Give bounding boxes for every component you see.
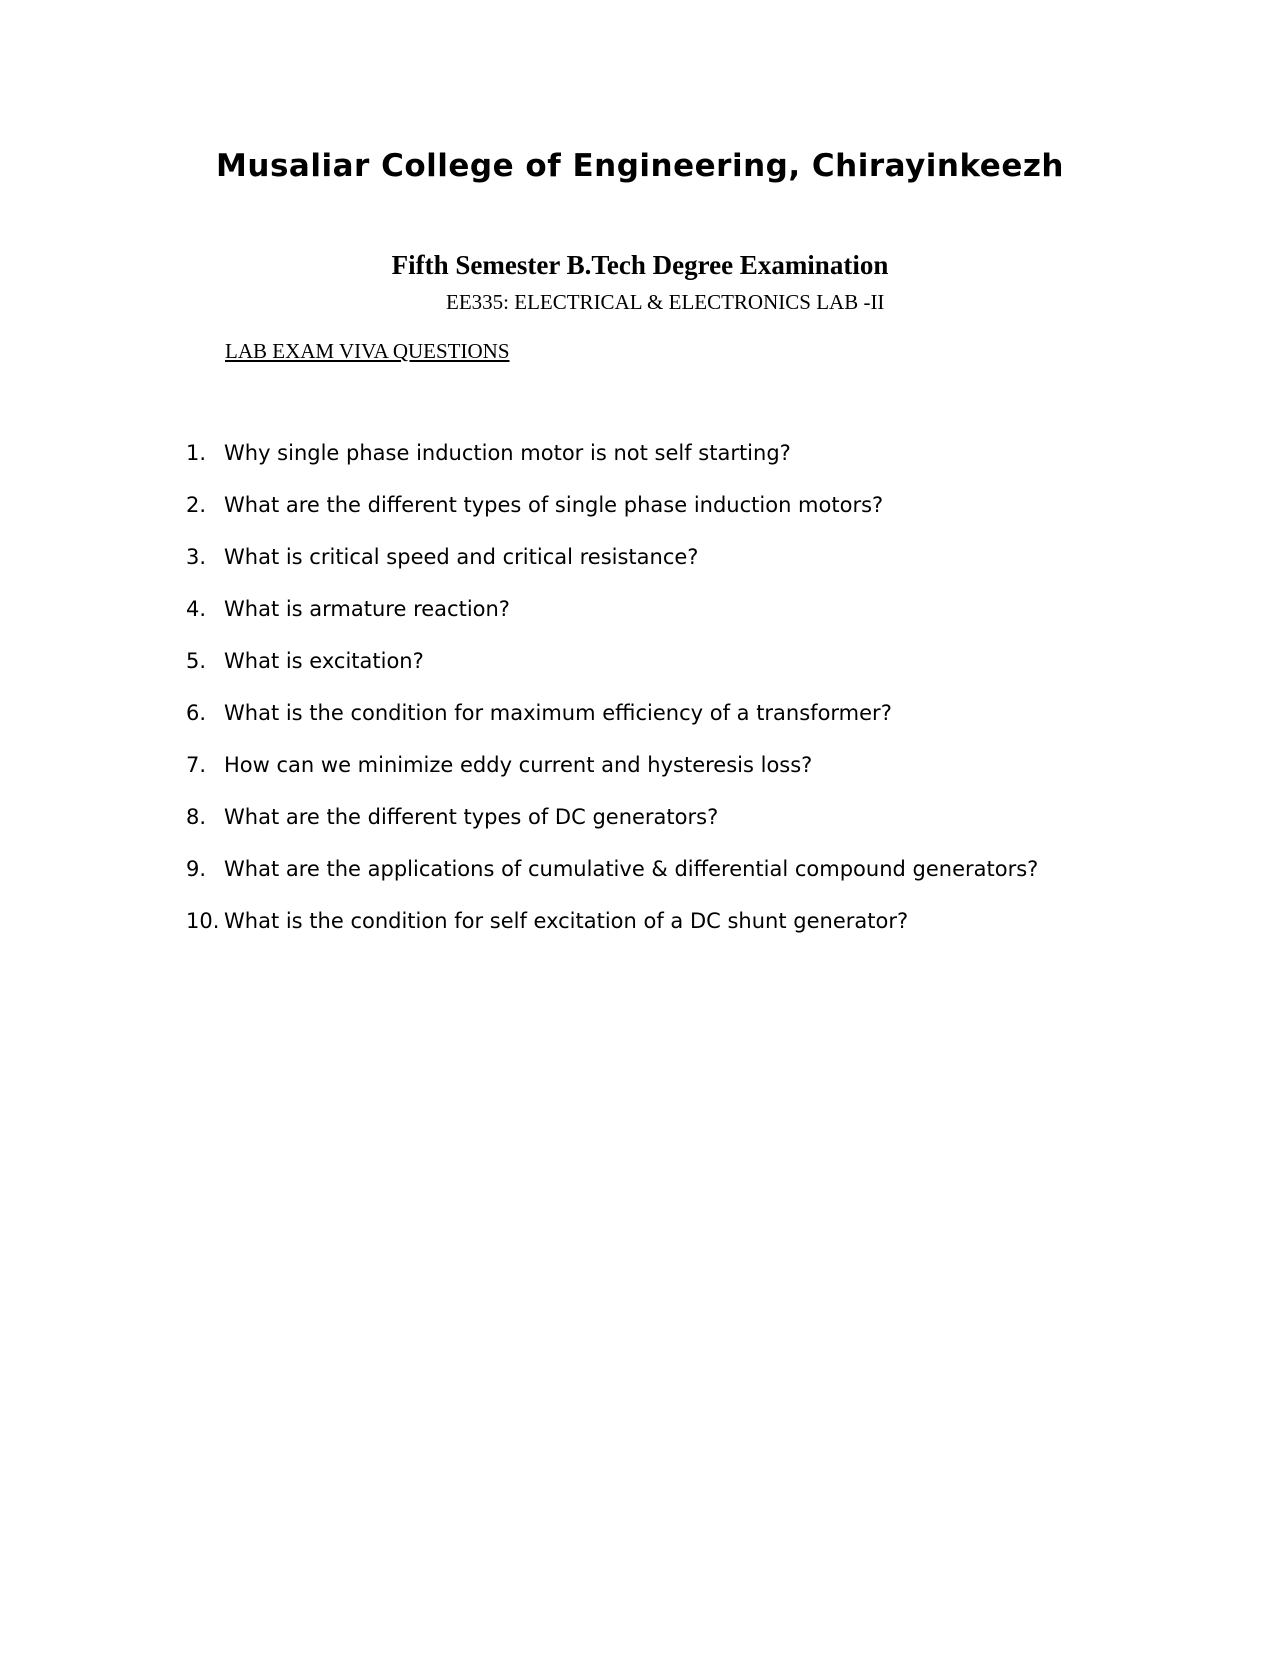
question-number: 10. — [186, 909, 220, 933]
question-text: What are the different types of single phase induction motors? — [224, 493, 884, 517]
question-text: What is the condition for maximum efficiency of a transformer? — [224, 701, 892, 725]
question-item — [186, 854, 1038, 906]
section-heading: LAB EXAM VIVA QUESTIONS — [225, 339, 510, 363]
question-list — [186, 438, 1038, 958]
question-text: Why single phase induction motor is not self starting? — [224, 441, 791, 465]
question-text: What is excitation? — [224, 649, 424, 673]
college-title: Musaliar College of Engineering, Chirayinkeezh — [216, 148, 1064, 184]
question-text: How can we minimize eddy current and hysteresis loss? — [224, 753, 813, 777]
question-number: 6. — [186, 701, 207, 725]
question-item — [186, 646, 1038, 698]
question-item — [186, 906, 1038, 958]
question-item — [186, 542, 1038, 594]
question-number: 3. — [186, 545, 207, 569]
question-item — [186, 750, 1038, 802]
question-number: 1. — [186, 441, 207, 465]
question-number: 4. — [186, 597, 207, 621]
question-number: 2. — [186, 493, 207, 517]
question-number: 8. — [186, 805, 207, 829]
question-item — [186, 802, 1038, 854]
question-text: What are the applications of cumulative & differential compound generators? — [224, 857, 1039, 881]
question-item — [186, 594, 1038, 646]
question-number: 7. — [186, 753, 207, 777]
question-text: What are the different types of DC generators? — [224, 805, 719, 829]
question-item — [186, 490, 1038, 542]
exam-title: Fifth Semester B.Tech Degree Examination — [391, 250, 889, 280]
question-item — [186, 438, 1038, 490]
question-text: What is critical speed and critical resistance? — [224, 545, 699, 569]
question-item — [186, 698, 1038, 750]
course-code-title: EE335: ELECTRICAL & ELECTRONICS LAB -II — [446, 290, 885, 314]
question-number: 5. — [186, 649, 207, 673]
question-number: 9. — [186, 857, 207, 881]
question-text: What is the condition for self excitation of a DC shunt generator? — [224, 909, 909, 933]
question-text: What is armature reaction? — [224, 597, 510, 621]
